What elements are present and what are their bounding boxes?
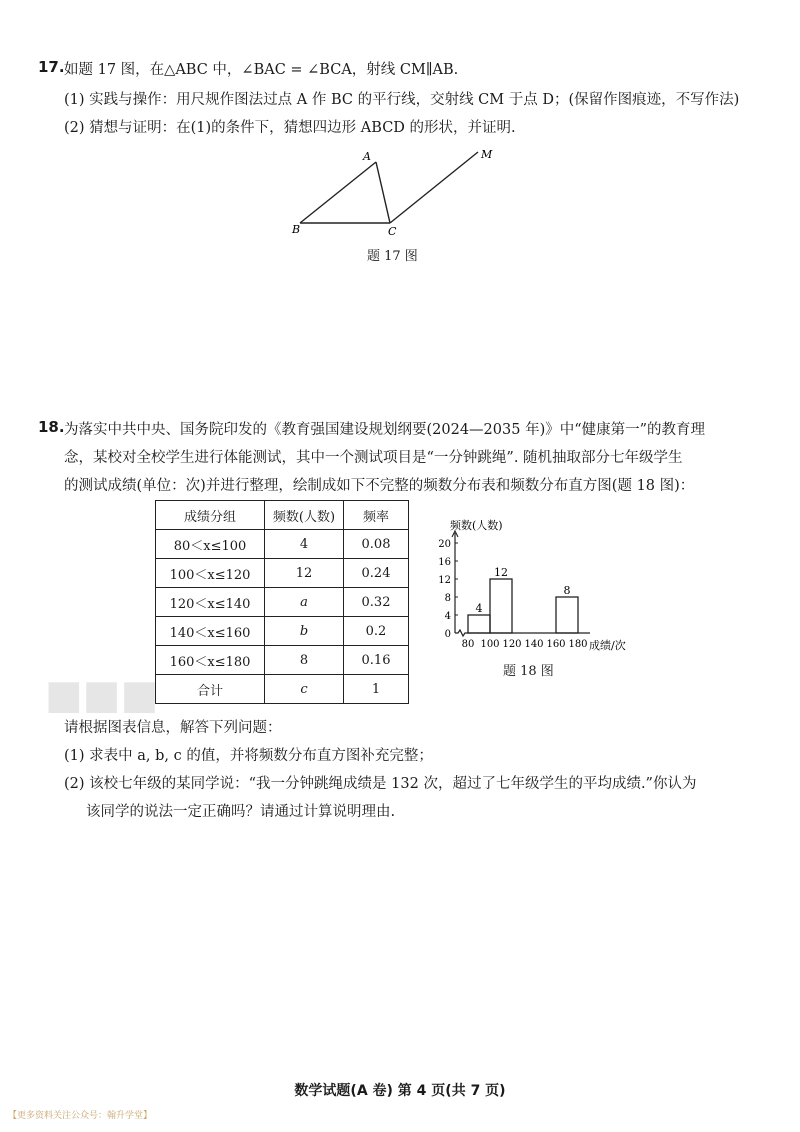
table-cell: 8 [265, 646, 344, 675]
segment-ab [300, 162, 376, 223]
table-header-cell: 频率 [344, 501, 409, 530]
histogram-caption: 题 18 图 [503, 664, 554, 679]
table-cell: c [265, 675, 344, 704]
table-header-cell: 频数(人数) [265, 501, 344, 530]
q17-number: 17. [38, 58, 65, 76]
table-cell: 0.16 [344, 646, 409, 675]
bar-value-label: 8 [563, 584, 571, 597]
q18-part1: (1) 求表中 a, b, c 的值，并将频数分布直方图补充完整； [64, 748, 433, 764]
x-tick-label: 120 [502, 639, 522, 650]
table-cell: 0.32 [344, 588, 409, 617]
label-b: B [292, 223, 301, 236]
q18-part2-line-1: (2) 该校七年级的某同学说：“我一分钟跳绳成绩是 132 次，超过了七年级学生的平均成绩.”你认为 [64, 776, 697, 792]
table-cell: 0.08 [344, 530, 409, 559]
table-cell: 4 [265, 530, 344, 559]
table-cell: 140＜x≤160 [156, 617, 265, 646]
frequency-histogram [425, 515, 645, 655]
y-tick-label: 12 [438, 575, 451, 586]
y-axis-label: 频数(人数) [450, 519, 503, 532]
table-cell: 合计 [156, 675, 265, 704]
segment-ac [376, 162, 390, 223]
x-tick-label: 100 [480, 639, 500, 650]
table-cell: 120＜x≤140 [156, 588, 265, 617]
bar-value-label: 12 [494, 566, 508, 579]
label-m: M [481, 148, 493, 161]
table-cell: 100＜x≤120 [156, 559, 265, 588]
y-tick-label: 20 [438, 539, 451, 550]
y-tick-label: 8 [444, 593, 451, 604]
x-axis-label: 成绩/次 [589, 639, 626, 652]
q18-prompt: 请根据图表信息，解答下列问题： [64, 720, 282, 736]
q17-figure [280, 140, 520, 240]
faint-background-mark: ■■■ [45, 672, 159, 718]
q18-stem-line-2: 念，某校对全校学生进行体能测试，其中一个测试项目是“一分钟跳绳”. 随机抽取部分七年级学生 [64, 450, 683, 466]
bar-value-label: 4 [475, 602, 483, 615]
x-tick-label: 140 [524, 639, 544, 650]
histogram-bar [468, 615, 490, 633]
x-tick-label: 80 [461, 639, 475, 650]
table-row [156, 559, 409, 588]
table-cell: 0.24 [344, 559, 409, 588]
table-row [156, 588, 409, 617]
histogram-bar [490, 579, 512, 633]
y-tick-label: 4 [444, 611, 451, 622]
table-row [156, 530, 409, 559]
frequency-table [155, 500, 409, 704]
x-tick-label: 160 [546, 639, 566, 650]
table-header-row [156, 501, 409, 530]
q17-part2: (2) 猜想与证明：在(1)的条件下，猜想四边形 ABCD 的形状，并证明. [64, 120, 516, 136]
table-cell: b [265, 617, 344, 646]
watermark-note: 【更多资料关注公众号：翰升学堂】 [8, 1111, 153, 1121]
q17-stem: 如题 17 图，在△ABC 中，∠BAC = ∠BCA，射线 CM∥AB. [64, 62, 459, 78]
table-cell: 1 [344, 675, 409, 704]
table-row [156, 617, 409, 646]
table-cell: 80＜x≤100 [156, 530, 265, 559]
ray-cm [390, 152, 478, 223]
table-cell: 0.2 [344, 617, 409, 646]
table-cell: 160＜x≤180 [156, 646, 265, 675]
q18-number: 18. [38, 418, 65, 436]
q17-part1: (1) 实践与操作：用尺规作图法过点 A 作 BC 的平行线，交射线 CM 于点 D；(保留作图痕迹，不写作法) [64, 92, 740, 108]
y-tick-label: 0 [444, 629, 451, 640]
table-total-row [156, 675, 409, 704]
q18-stem-line-3: 的测试成绩(单位：次)并进行整理，绘制成如下不完整的频数分布表和频数分布直方图(题 18 图)： [64, 478, 695, 494]
label-a: A [363, 150, 371, 163]
table-cell: 12 [265, 559, 344, 588]
y-tick-label: 16 [438, 557, 451, 568]
label-c: C [388, 225, 397, 238]
table-cell: a [265, 588, 344, 617]
x-tick-label: 180 [568, 639, 588, 650]
histogram-bar [556, 597, 578, 633]
table-header-cell: 成绩分组 [156, 501, 265, 530]
q18-stem-line-1: 为落实中共中央、国务院印发的《教育强国建设规划纲要(2024—2035 年)》中“健康第一”的教育理 [64, 422, 706, 438]
q17-figure-caption: 题 17 图 [367, 249, 418, 264]
q18-part2-line-2: 该同学的说法一定正确吗？请通过计算说明理由. [86, 804, 396, 820]
page-footer: 数学试题(A 卷) 第 4 页(共 7 页) [294, 1083, 506, 1099]
table-row [156, 646, 409, 675]
